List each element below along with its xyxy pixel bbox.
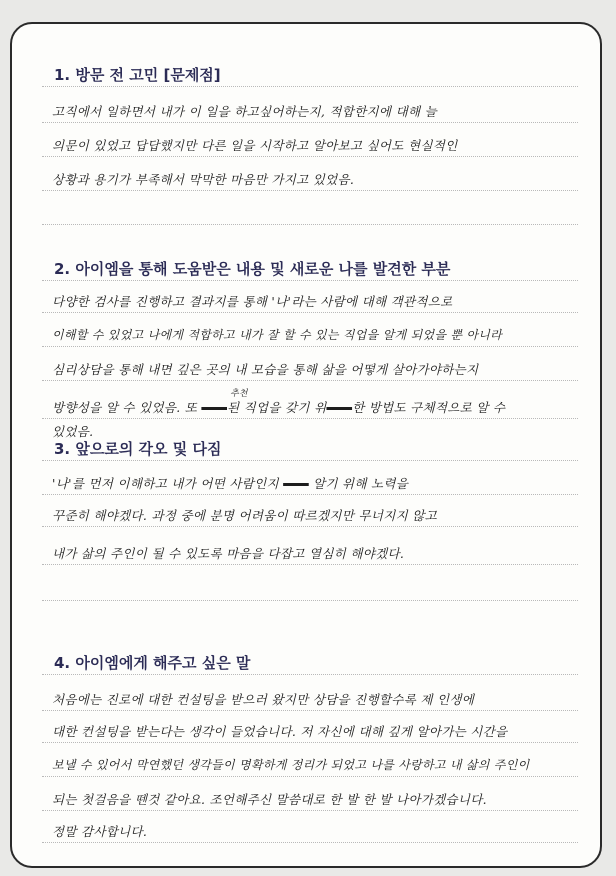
- section-2-line-1: 다양한 검사를 진행하고 결과지를 통해 '나'라는 사람에 대해 객관적으로: [52, 294, 453, 309]
- ruled-line: [42, 810, 578, 811]
- ruled-line: [42, 526, 578, 527]
- crossed-out-text: [283, 476, 309, 491]
- ruled-line: [42, 312, 578, 313]
- section-4-line-3: 보낼 수 있어서 막연했던 생각들이 명확하게 정리가 되었고 나를 사랑하고 내 삶의 주인이: [52, 758, 530, 772]
- ruled-line: [42, 600, 578, 601]
- section-2-line-5: 있었음.: [52, 424, 94, 439]
- section-4-line-1: 처음에는 진로에 대한 컨설팅을 받으러 왔지만 상담을 진행할수록 제 인생에: [52, 692, 475, 707]
- section-3-heading: 3. 앞으로의 각오 및 다짐: [54, 440, 222, 458]
- ruled-line: [42, 346, 578, 347]
- ruled-line: [42, 460, 578, 461]
- section-2-heading: 2. 아이엠을 통해 도움받은 내용 및 새로운 나를 발견한 부분: [54, 260, 451, 278]
- section-2-line-2: 이해할 수 있었고 나에게 적합하고 내가 잘 할 수 있는 직업을 알게 되었을 뿐 아니라: [52, 328, 503, 342]
- section-4-line-2: 대한 컨설팅을 받는다는 생각이 들었습니다. 저 자신에 대해 깊게 알아가는 시간을: [52, 724, 508, 739]
- ruled-line: [42, 122, 578, 123]
- section-3-line-2: 꾸준히 해야겠다. 과정 중에 분명 어려움이 따르겠지만 무너지지 않고: [52, 508, 437, 523]
- ruled-line: [42, 224, 578, 225]
- ruled-line: [42, 710, 578, 711]
- section-3-line-3: 내가 삶의 주인이 될 수 있도록 마음을 다잡고 열심히 해야겠다.: [52, 546, 405, 561]
- form-sheet: [10, 22, 602, 868]
- ruled-line: [42, 380, 578, 381]
- section-3-line-1: '나'를 먼저 이해하고 내가 어떤 사람인지 알기 위해 노력을: [52, 476, 409, 491]
- inserted-word: 추천: [230, 389, 248, 399]
- ruled-line: [42, 564, 578, 565]
- ruled-line: [42, 280, 578, 281]
- section-1-line-1: 고직에서 일하면서 내가 이 일을 하고싶어하는지, 적합한지에 대해 늘: [52, 104, 437, 119]
- ruled-line: [42, 418, 578, 419]
- ruled-line: [42, 674, 578, 675]
- ruled-line: [42, 190, 578, 191]
- section-4-line-4: 되는 첫걸음을 뗀것 같아요. 조언해주신 말씀대로 한 발 한 발 나아가겠습니다.: [52, 792, 487, 807]
- ruled-line: [42, 776, 578, 777]
- ruled-line: [42, 86, 578, 87]
- ruled-line: [42, 494, 578, 495]
- section-1-line-3: 상황과 용기가 부족해서 막막한 마음만 가지고 있었음.: [52, 172, 355, 187]
- crossed-out-text: [326, 400, 352, 415]
- crossed-out-text: [201, 400, 227, 415]
- ruled-line: [42, 842, 578, 843]
- section-1-heading: 1. 방문 전 고민 [문제점]: [54, 66, 221, 84]
- ruled-line: [42, 156, 578, 157]
- section-4-heading: 4. 아이엠에게 해주고 싶은 말: [54, 654, 251, 672]
- section-2-line-4: 방향성을 알 수 있었음. 또 된 직업을 갖기 위 한 방법도 구체적으로 알 수: [52, 400, 506, 415]
- section-1-line-2: 의문이 있었고 답답했지만 다른 일을 시작하고 알아보고 싶어도 현실적인: [52, 138, 458, 153]
- ruled-line: [42, 742, 578, 743]
- section-4-line-5: 정말 감사합니다.: [52, 824, 148, 839]
- section-2-line-3: 심리상담을 통해 내면 깊은 곳의 내 모습을 통해 삶을 어떻게 살아가야하는지: [52, 362, 479, 377]
